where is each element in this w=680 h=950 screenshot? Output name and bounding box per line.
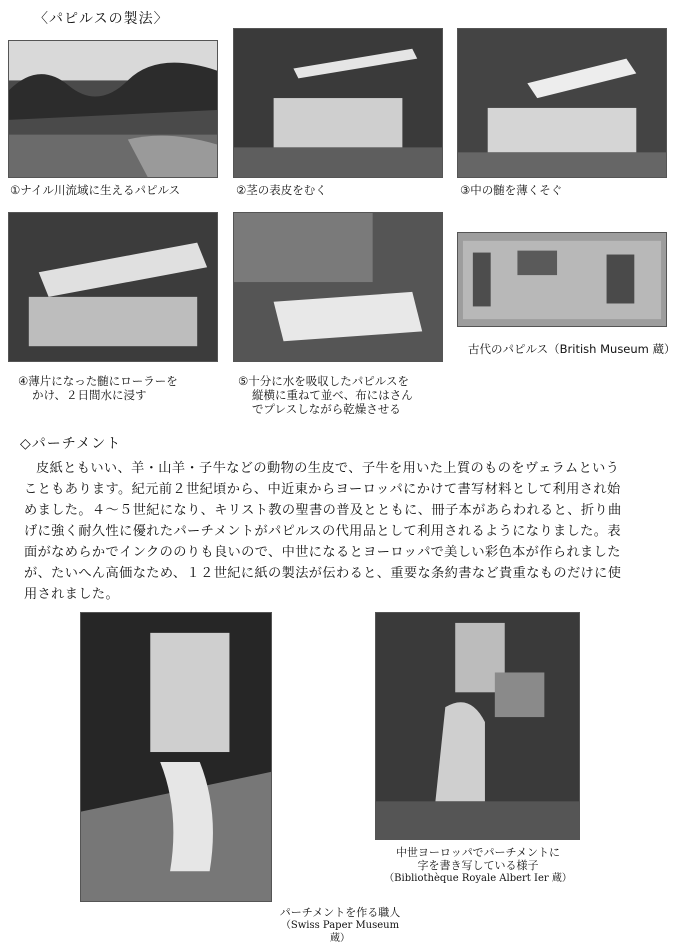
caption-step5-line2: 縦横に重ねて並べ、布にはさん [252,388,413,402]
paragraph-line: こともあります。紀元前２世紀頃から、中近東からヨーロッパにかけて書写材料として利用され始 [24,482,621,497]
photo-rolling-pith [8,212,218,362]
section-title-papyrus: 〈パピルスの製法〉 [34,11,169,27]
paragraph-line: 用されました。 [24,587,120,602]
caption-step2: ②茎の表皮をむく [236,183,327,197]
paragraph-line: 面がなめらかでインクののりも良いので、中世になるとヨーロッパで美しい彩色本が作られました [24,545,621,560]
illustration-parchment-maker [80,612,272,902]
caption-parchment-maker-line2: （Swiss Paper Museum 蔵） [280,920,400,944]
caption-step4-line1: ④薄片になった髄にローラーを [18,374,178,388]
caption-scribe-line3: （Bibliothèque Royale Albert Ier 蔵） [384,873,572,884]
illustration-scribe-copying [375,612,580,840]
caption-parchment-maker-line1: パーチメントを作る職人 [279,906,401,919]
caption-scribe-line1: 中世ヨーロッパでパーチメントに [395,846,561,859]
paragraph-line: げに強く耐久性に優れたパーチメントがパピルスの代用品として利用されるようになりました。表 [24,524,621,539]
photo-ancient-papyrus [457,232,667,327]
photo-papyrus-plants [8,40,218,178]
photo-slicing-pith [457,28,667,178]
caption-step5-line1: ⑤十分に水を吸収したパピルスを [238,374,409,388]
paragraph-line: が、たいへん高価なため、１２世紀に紙の製法が伝わると、重要な条約書など貴重なものだけに使 [24,566,622,581]
section-title-parchment: ◇パーチメント [20,436,122,452]
paragraph-line: 皮紙ともいい、羊・山羊・子牛などの動物の生皮で、子牛を用いた上質のものをヴェラムという [36,461,620,476]
caption-parchment-maker [278,906,402,945]
caption-step3: ③中の髄を薄くそぐ [460,183,563,197]
photo-pressing-layers [233,212,443,362]
caption-step1: ①ナイル川流域に生えるパピルス [10,183,181,197]
caption-step4-line2: かけ、２日間水に浸す [32,388,147,402]
caption-ancient-papyrus: 古代のパピルス（British Museum 蔵） [468,342,676,356]
paragraph-line: めました。４～５世紀になり、キリスト教の聖書の普及とともに、冊子本があらわれると、折り曲 [24,503,622,518]
caption-scribe [374,846,582,885]
caption-step5-line3: でプレスしながら乾燥させる [252,402,401,416]
parchment-paragraph [24,458,664,605]
caption-scribe-line2: 字を書き写している様子 [417,859,539,872]
photo-peeling-stem [233,28,443,178]
